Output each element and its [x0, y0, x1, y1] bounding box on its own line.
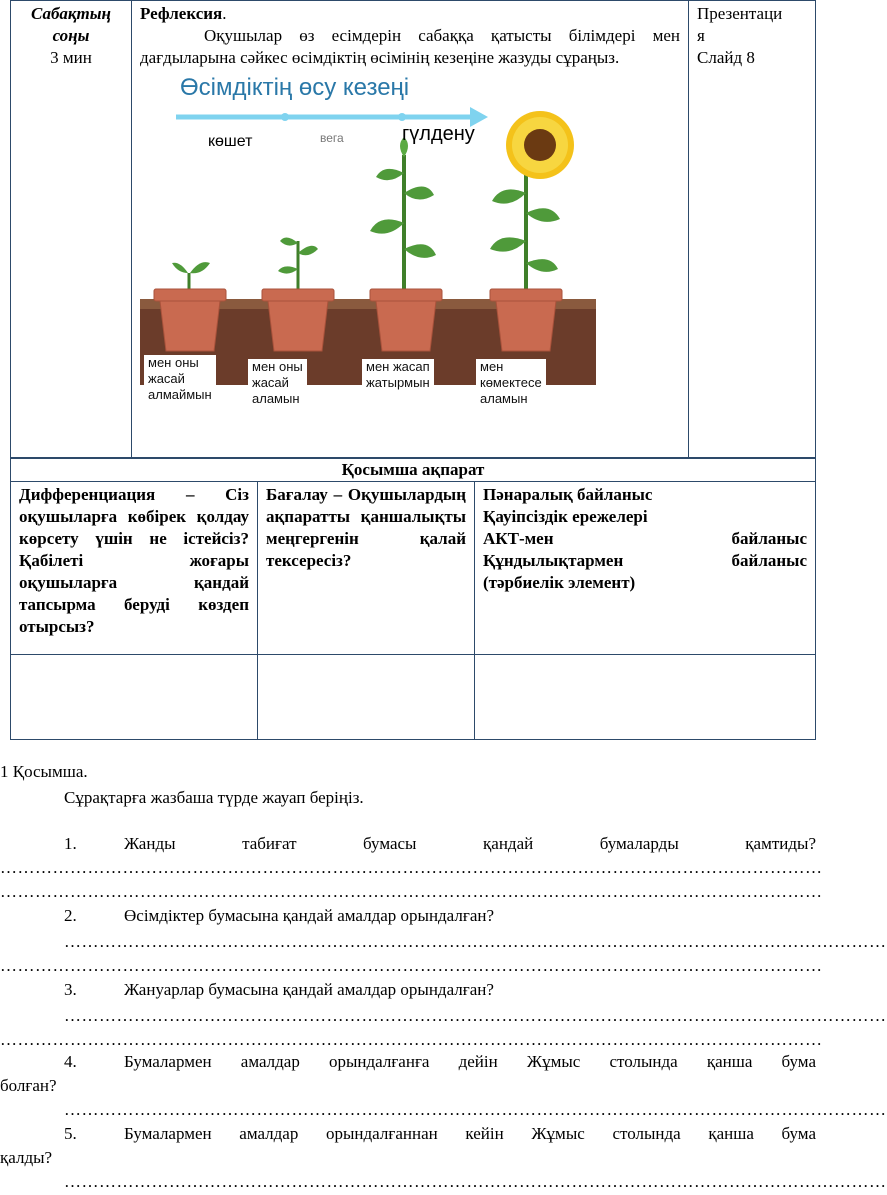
stage-label-3: мен жасап жатырмын	[362, 359, 434, 391]
q4-number: 4.	[64, 1052, 77, 1071]
q3-number: 3.	[64, 980, 77, 999]
q4-text-line-2: болған?	[0, 1076, 57, 1095]
q4-answer-line[interactable]: ……………………………………………………………………………………………………………………………	[64, 1100, 887, 1119]
cross-line-1: Пәнаралық байланыс	[483, 485, 653, 504]
resources-line-1: Презентаци	[697, 4, 783, 23]
stage-koshet: көшет	[208, 133, 253, 150]
lesson-end-cell	[11, 1, 132, 458]
q2-answer-line-2[interactable]: ……………………………………………………………………………………………………………………………	[0, 956, 823, 975]
cross-line-2: Қауіпсіздік ережелері	[483, 507, 648, 526]
q2-answer-line-1[interactable]: ……………………………………………………………………………………………………………………………	[64, 932, 887, 951]
appendix-title: 1 Қосымша.	[0, 762, 88, 781]
q3-answer-line-2[interactable]: ……………………………………………………………………………………………………………………………	[0, 1030, 823, 1049]
cross-line-3: АКТ-мен байланыс	[483, 529, 807, 548]
q5-text-line-1: Бумалармен амалдар орындалғаннан кейін Жұмыс столында қанша бума	[124, 1124, 816, 1143]
reflection-text: Оқушылар өз есімдерін сабаққа қатысты білімдері мен дағдыларына сәйкес өсімдіктің өсімінің кезеңіне жазуды сұраңыз.	[140, 26, 680, 67]
q3-answer-line-1[interactable]: ……………………………………………………………………………………………………………………………	[64, 1006, 887, 1025]
empty-cell-1	[11, 655, 258, 740]
stage-label-4: мен көмектесе аламын	[476, 359, 546, 407]
reflection-title: Рефлексия	[140, 4, 223, 23]
plant-growth-illustration	[140, 73, 596, 406]
cross-line-5: (тәрбиелік элемент)	[483, 573, 636, 592]
empty-cell-2	[258, 655, 475, 740]
stage-gulden: гүлдену	[402, 123, 475, 145]
additional-info-table	[10, 458, 816, 740]
reflection-cell: Рефлексия. Оқушылар өз есімдерін сабаққа қатысты білімдері мен дағдыларына сәйкес өсімдіктің өсімінің кезеңіне жазуды сұраңыз. Өсімдіктің өсу кезеңі көшет вега гүлдену мен оны жасай алмаймын мен оны жасай аламын мен жасап жатырмын мен көмектесе аламын	[132, 1, 689, 458]
stage-label-2: мен оны жасай аламын	[248, 359, 307, 407]
resources-cell	[689, 1, 816, 458]
sunflower-icon	[506, 111, 574, 179]
q3-text: Жануарлар бумасына қандай амалдар орындалған?	[124, 980, 494, 999]
illustration-title: Өсімдіктің өсу кезеңі	[180, 74, 410, 101]
q5-number: 5.	[64, 1124, 77, 1143]
reflection-row	[11, 1, 816, 458]
resources-line-2: я	[697, 26, 705, 45]
additional-info-header: Қосымша ақпарат	[11, 459, 816, 482]
stage-label-1: мен оны жасай алмаймын	[144, 355, 216, 403]
q5-answer-line[interactable]: ……………………………………………………………………………………………………………………………	[64, 1172, 887, 1191]
q1-answer-line-1[interactable]: ……………………………………………………………………………………………………………………………	[0, 858, 823, 877]
stage-vega: вега	[320, 131, 344, 145]
q4-text-line-1: Бумалармен амалдар орындалғанға дейін Жұмыс столында қанша бума	[124, 1052, 816, 1071]
resources-line-3: Слайд 8	[697, 48, 755, 67]
q1-text: Жанды табиғат бумасы қандай бумаларды қамтиды?	[124, 834, 816, 853]
q1-answer-line-2[interactable]: ……………………………………………………………………………………………………………………………	[0, 882, 823, 901]
differentiation-cell: Дифференциация – Сіз оқушыларға көбірек қолдау көрсету үшін не істейсіз? Қабілеті жоғары оқушыларға қандай тапсырма беруді көздеп отырсыз?	[11, 482, 258, 655]
plant-growth-graphic	[140, 73, 596, 385]
q2-number: 2.	[64, 906, 77, 925]
cross-line-4: Құндылықтармен байланыс	[483, 551, 807, 570]
lesson-end-header: Сабақтың соңы	[30, 4, 111, 45]
q2-text: Өсімдіктер бумасына қандай амалдар орындалған?	[124, 906, 495, 925]
appendix-instruction: Сұрақтарға жазбаша түрде жауап беріңіз.	[64, 788, 364, 807]
lesson-end-time: 3 мин	[50, 48, 92, 67]
assessment-cell: Бағалау – Оқушылардың ақпаратты қаншалықты меңгергенін қалай тексересіз?	[258, 482, 475, 655]
cross-curricular-cell	[475, 482, 816, 655]
q5-text-line-2: қалды?	[0, 1148, 53, 1167]
empty-cell-3	[475, 655, 816, 740]
lesson-table	[10, 0, 816, 458]
q1-number: 1.	[64, 834, 77, 853]
